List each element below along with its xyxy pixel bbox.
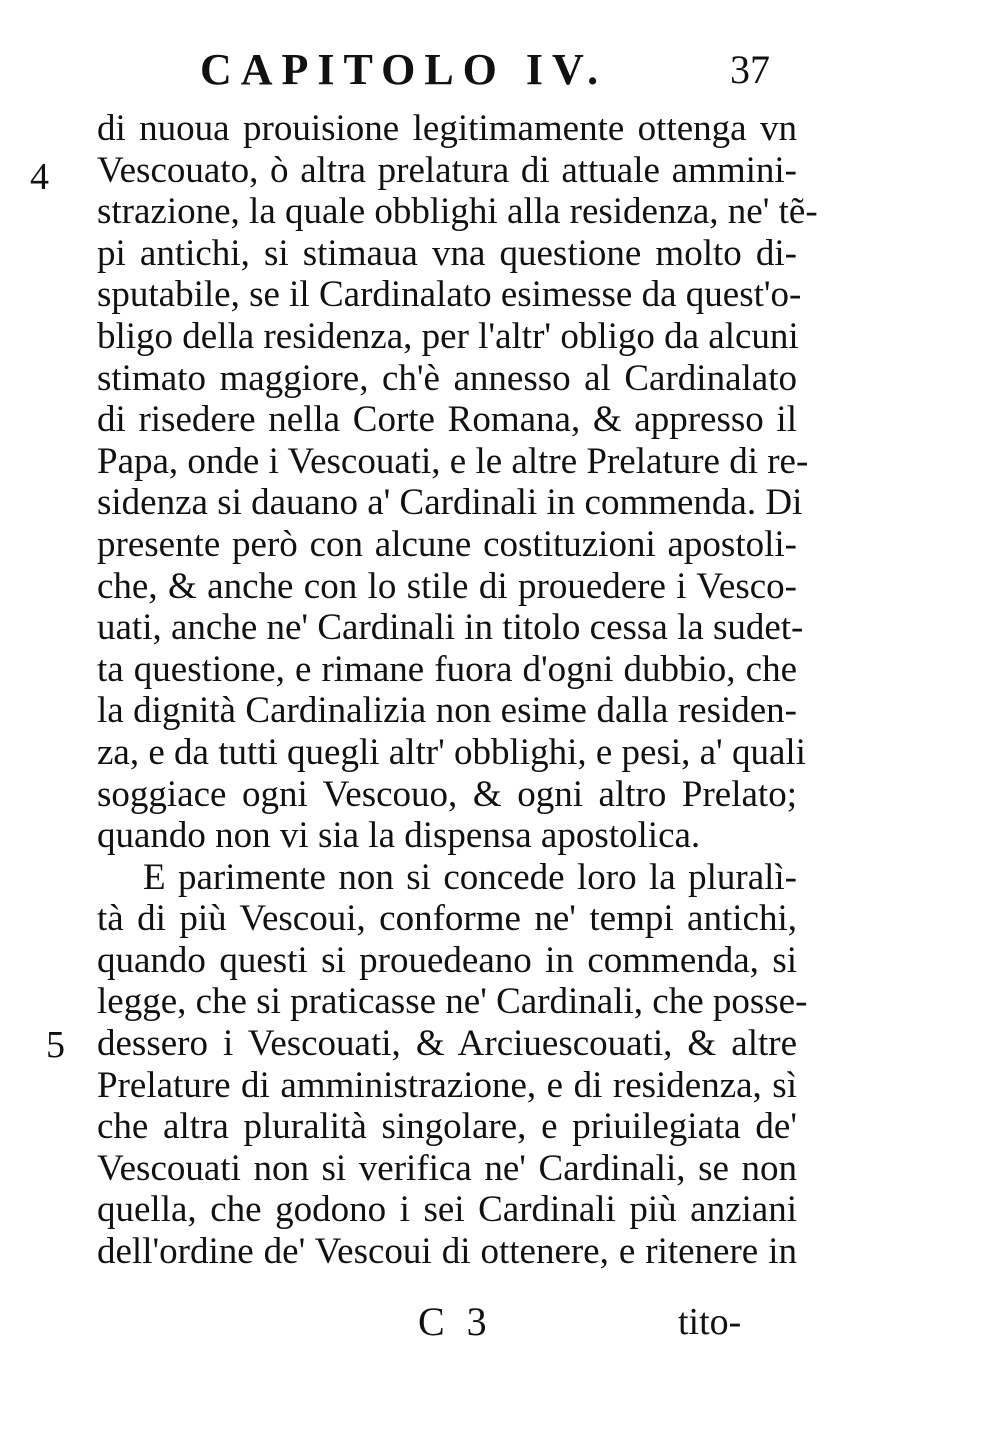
text-line: uati, anche ne' Cardinali in titolo cessa la sudet- [97,607,804,649]
running-head: CAPITOLO IV. [200,45,608,94]
text-line: legge, che si praticasse ne' Cardinali, che posse- [97,981,808,1023]
page-number: 37 [730,47,770,92]
text-line: quella, che godono i sei Cardinali più anziani [97,1189,797,1231]
text-line: sidenza si dauano a' Cardinali in commenda. Di [97,482,803,524]
text-line: Vescouato, ò altra prelatura di attuale ammini- [97,149,797,191]
text-line: di risedere nella Corte Romana, & appresso il [97,399,797,441]
text-line: za, e da tutti quegli altr' obblighi, e pesi, a' quali [97,731,806,773]
text-line: ta questione, e rimane fuora d'ogni dubbio, che [97,648,797,690]
text-line: strazione, la quale obblighi alla residenza, ne' tẽ- [97,191,818,233]
text-line: soggiace ogni Vescouo, & ogni altro Prelato; [97,773,797,815]
text-line: tà di più Vescoui, conforme ne' tempi antichi, [97,898,797,940]
page-footer [0,1298,1000,1358]
text-line: la dignità Cardinalizia non esime dalla residen- [97,690,797,732]
text-line: pi antichi, si stimaua vna questione molto di- [97,232,797,274]
body-text [97,108,818,1273]
text-line: quando questi si prouedeano in commenda, si [97,939,797,981]
text-line: stimato maggiore, ch'è annesso al Cardinalato [97,357,797,399]
margin-note-5: 5 [46,1024,65,1066]
text-line: di nuoua prouisione legitimamente ottenga vn [97,108,797,149]
page-header [0,44,1000,104]
signature-mark: C 3 [418,1299,493,1344]
text-line-paragraph-start: E parimente non si concede loro la pluralì- [143,856,797,898]
text-line: che altra pluralità singolare, e priuilegiata de' [97,1106,797,1148]
text-line: Prelature di amministrazione, e di residenza, sì [97,1064,797,1106]
text-line: dell'ordine de' Vescoui di ottenere, e ritenere in [97,1231,797,1273]
text-line: che, & anche con lo stile di prouedere i Vesco- [97,565,797,607]
text-line: bligo della residenza, per l'altr' obligo da alcuni [97,315,799,357]
catchword: tito- [678,1301,742,1343]
text-line-paragraph-end: quando non vi sia la dispensa apostolica. [97,815,701,857]
text-line: presente però con alcune costituzioni apostoli- [97,523,797,565]
text-line: dessero i Vescouati, & Arciuescouati, & altre [97,1023,797,1065]
text-line: Papa, onde i Vescouati, e le altre Prelature di re- [97,440,809,482]
text-line: Vescouati non si verifica ne' Cardinali, se non [97,1147,797,1189]
margin-note-4: 4 [30,156,49,198]
text-line: sputabile, se il Cardinalato esimesse da quest'o- [97,274,802,316]
